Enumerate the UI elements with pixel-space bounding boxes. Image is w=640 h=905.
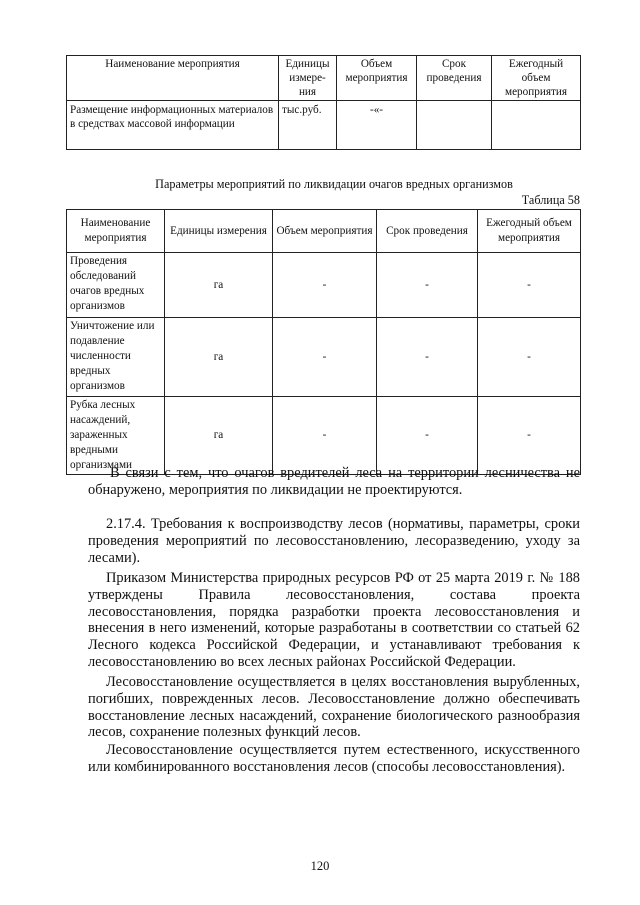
table-number: Таблица 58 xyxy=(521,193,580,207)
paragraph: Лесовосстановление осуществляется в целях восстановления вырубленных, погибших, поврежденных лесов. Лесовосстановление должно обеспечивать восстановление лесных насаждений, сохранение биологического разнообразия лесов, сохранение полезных функций лесов. xyxy=(88,674,580,741)
table-row xyxy=(67,318,581,397)
table-cell: - xyxy=(478,318,581,397)
table-cell: - xyxy=(377,253,478,318)
table-cell xyxy=(492,101,581,150)
table-cell: Размещение информационных материалов в средствах массовой информации xyxy=(67,101,279,150)
table-cell: га xyxy=(165,253,273,318)
table-cell: Рубка лесных насаждений, зараженных вредными организмами xyxy=(67,397,165,475)
table-cell: - xyxy=(377,397,478,475)
header-cell: Единицы измерения xyxy=(165,210,273,253)
table-cell: -«- xyxy=(337,101,417,150)
table-cell: - xyxy=(377,318,478,397)
table-row xyxy=(67,101,581,150)
table-caption: Параметры мероприятий по ликвидации очагов вредных организмов xyxy=(155,177,513,191)
header-cell: Объем мероприятия xyxy=(273,210,377,253)
table-cell: тыс.руб. xyxy=(279,101,337,150)
header-cell: Ежегодный объем мероприятия xyxy=(492,56,581,101)
measures-table-top xyxy=(66,55,581,150)
table-header-row xyxy=(67,210,581,253)
table-row xyxy=(67,397,581,475)
header-cell: Срок проведения xyxy=(417,56,492,101)
header-cell: Ежегодный объем мероприятия xyxy=(478,210,581,253)
table-cell: Проведения обследований очагов вредных организмов xyxy=(67,253,165,318)
header-cell: Срок проведения xyxy=(377,210,478,253)
paragraph: В связи с тем, что очагов вредителей леса на территории лесничества не обнаружено, мероприятия по ликвидации не проектируются. xyxy=(88,465,580,498)
header-cell: Наименование мероприятия xyxy=(67,56,279,101)
table-row xyxy=(67,253,581,318)
table-cell: - xyxy=(478,253,581,318)
header-cell: Наименование мероприятия xyxy=(67,210,165,253)
table-cell: га xyxy=(165,397,273,475)
table-cell: - xyxy=(273,318,377,397)
section-heading: 2.17.4. Требования к воспроизводству лесов (нормативы, параметры, сроки проведения мероприятий по лесовосстановлению, лесоразведению, уходу за лесами). xyxy=(88,516,580,566)
table-cell: - xyxy=(478,397,581,475)
table-cell xyxy=(417,101,492,150)
pest-measures-table xyxy=(66,209,581,475)
table-cell: - xyxy=(273,253,377,318)
table-cell: Уничтожение или подавление численности вредных организмов xyxy=(67,318,165,397)
page-number: 120 xyxy=(310,859,330,873)
table-cell: га xyxy=(165,318,273,397)
header-cell: Объем мероприятия xyxy=(337,56,417,101)
header-cell: Единицы измере- ния xyxy=(279,56,337,101)
table-header-row xyxy=(67,56,581,101)
table-cell: - xyxy=(273,397,377,475)
paragraph: Лесовосстановление осуществляется путем естественного, искусственного или комбинированного восстановления лесов (способы лесовосстановления). xyxy=(88,742,580,775)
paragraph: Приказом Министерства природных ресурсов РФ от 25 марта 2019 г. № 188 утверждены Правила лесовосстановления, состава проекта лесовосстановления, порядка разработки проекта лесовосстановления и внесения в него изменений, которые разработаны в соответствии со статьей 62 Лесного кодекса Российской Федерации, и устанавливают требования к лесовосстановлению во всех лесных районах Российской Федерации. xyxy=(88,570,580,670)
